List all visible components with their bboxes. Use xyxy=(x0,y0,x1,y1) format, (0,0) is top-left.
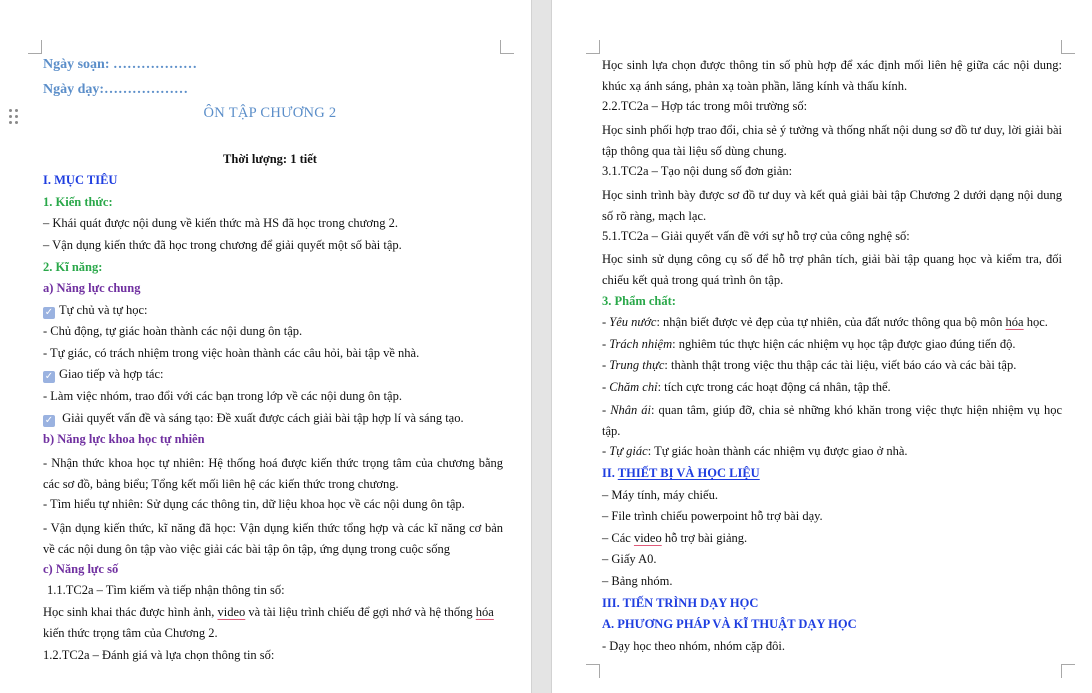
text-line: – Máy tính, máy chiếu. xyxy=(602,488,718,502)
text-line: – Vận dụng kiến thức đã học trong chương để giải quyết một số bài tập. xyxy=(43,238,402,252)
paragraph: Học sinh trình bày được sơ đồ tư duy và kết quả giải bài tập Chương 2 dưới dạng nội dung số rõ ràng, mạch lạc. xyxy=(602,188,1062,223)
checklist-item: ✓ Giải quyết vấn đề và sáng tạo: Đề xuất được cách giải bài tập hợp lí và sáng tạo. xyxy=(44,411,464,426)
text-line: - Làm việc nhóm, trao đổi với các bạn trong lớp về các nội dung ôn tập. xyxy=(43,389,402,403)
text-line: Học sinh khai thác được hình ảnh, video và tài liệu trình chiếu để gợi nhớ và hệ thống hóa xyxy=(43,605,494,619)
checkbox-checked-icon: ✓ xyxy=(44,307,54,318)
date-prepared: Ngày soạn: ……………… xyxy=(43,57,198,72)
text-line: kiến thức trọng tâm của Chương 2. xyxy=(43,626,218,640)
margin-mark-bottom-right xyxy=(1061,664,1075,678)
text-line: - Yêu nước: nhận biết được vẻ đẹp của tự nhiên, của đất nước thông qua bộ môn hóa học. xyxy=(602,315,1048,329)
text-line: 1.2.TC2a – Đánh giá và lựa chọn thông tin số: xyxy=(43,648,275,662)
paragraph: - Nhân ái: quan tâm, giúp đỡ, chia sẻ những khó khăn trong việc thực hiện nhiệm vụ học tập. xyxy=(602,403,1062,438)
text-line: - Tìm hiểu tự nhiên: Sử dụng các thông tin, dữ liệu khoa học về các nội dung ôn tập. xyxy=(43,497,465,511)
checklist-item: ✓ Giao tiếp và hợp tác: xyxy=(44,367,164,382)
page-gap xyxy=(531,0,552,693)
lesson-title: ÔN TẬP CHƯƠNG 2 xyxy=(203,105,337,121)
heading-kien-thuc: 1. Kiến thức: xyxy=(43,195,113,209)
paragraph: Học sinh lựa chọn được thông tin số phù hợp để xác định mối liên hệ giữa các nội dung: khúc xạ ánh sáng, phản xạ toàn phần, lăng kính và thấu kính. xyxy=(602,58,1062,93)
text-line: - Chăm chỉ: tích cực trong các hoạt động cá nhân, tập thể. xyxy=(602,380,891,394)
text-line: – Khái quát được nội dung về kiến thức mà HS đã học trong chương 2. xyxy=(43,216,399,230)
heading-muc-tieu: I. MỤC TIÊU xyxy=(43,173,118,187)
checkbox-checked-icon: ✓ xyxy=(44,415,54,426)
heading-tien-trinh: III. TIẾN TRÌNH DẠY HỌC xyxy=(602,596,759,610)
text-line: - Chủ động, tự giác hoàn thành các nội dung ôn tập. xyxy=(43,324,303,338)
heading-nang-luc-khtn: b) Năng lực khoa học tự nhiên xyxy=(43,432,205,446)
margin-mark-top-right xyxy=(500,40,514,54)
text-line: – Giấy A0. xyxy=(602,552,657,566)
text-line: - Tự giác, có trách nhiệm trong việc hoàn thành các câu hỏi, bài tập về nhà. xyxy=(43,346,420,360)
text-line: 2.2.TC2a – Hợp tác trong môi trường số: xyxy=(602,99,808,113)
margin-mark-top-left xyxy=(586,40,600,54)
text-line: 3.1.TC2a – Tạo nội dung số đơn giản: xyxy=(602,164,793,178)
text-line: 1.1.TC2a – Tìm kiếm và tiếp nhận thông tin số: xyxy=(47,583,285,597)
text-line: - Tự giác: Tự giác hoàn thành các nhiệm vụ được giao ở nhà. xyxy=(602,444,908,458)
duration: Thời lượng: 1 tiết xyxy=(223,152,317,166)
text-line: - Trách nhiệm: nghiêm túc thực hiện các nhiệm vụ học tập được giao đúng tiến độ. xyxy=(602,337,1016,351)
margin-mark-bottom-left xyxy=(586,664,600,678)
text-line: – Các video hỗ trợ bài giảng. xyxy=(602,531,748,545)
heading-phuong-phap: A. PHƯƠNG PHÁP VÀ KĨ THUẬT DẠY HỌC xyxy=(602,617,857,631)
heading-pham-chat: 3. Phẩm chất: xyxy=(602,294,676,308)
heading-ki-nang: 2. Kĩ năng: xyxy=(43,260,103,274)
checkbox-checked-icon: ✓ xyxy=(44,371,54,382)
text-line: – Bảng nhóm. xyxy=(602,574,673,588)
margin-mark-top-right xyxy=(1061,40,1075,54)
document-page-right[interactable] xyxy=(552,0,1092,693)
paragraph: - Nhận thức khoa học tự nhiên: Hệ thống hoá được kiến thức trọng tâm của chương bằng các sơ đồ, bảng biểu; Tổng kết mối liên hệ các kiến thức trong chương. xyxy=(43,456,503,491)
text-line: - Trung thực: thành thật trong việc thu thập các tài liệu, viết báo cáo và các bài tập. xyxy=(602,358,1017,372)
heading-thiet-bi: II. THIẾT BỊ VÀ HỌC LIỆU xyxy=(602,466,760,480)
margin-mark-top-left xyxy=(28,40,42,54)
text-line: 5.1.TC2a – Giải quyết vấn đề với sự hỗ trợ của công nghệ số: xyxy=(602,229,910,243)
heading-nang-luc-so: c) Năng lực số xyxy=(43,562,119,576)
paragraph: Học sinh sử dụng công cụ số để hỗ trợ phân tích, giải bài tập quang học và kiểm tra, đối chiếu kết quả trong quá trình ôn tập. xyxy=(602,252,1062,287)
checklist-item: ✓ Tự chủ và tự học: xyxy=(44,303,148,318)
paragraph: Học sinh phối hợp trao đổi, chia sẻ ý tưởng và thống nhất nội dung sơ đồ tư duy, lời giải bài tập thông qua tài liệu số dùng chung. xyxy=(602,123,1062,158)
heading-nang-luc-chung: a) Năng lực chung xyxy=(43,281,141,295)
date-taught: Ngày dạy:……………… xyxy=(43,82,189,97)
text-line: - Dạy học theo nhóm, nhóm cặp đôi. xyxy=(602,639,785,653)
text-line: – File trình chiếu powerpoint hỗ trợ bài dạy. xyxy=(602,509,823,523)
paragraph: - Vận dụng kiến thức, kĩ năng đã học: Vận dụng kiến thức tổng hợp và các kĩ năng cơ bản về các nội dung ôn tập vào việc giải các bài tập ôn tập, ứng dụng trong cuộc sống xyxy=(43,521,503,556)
document-page-left[interactable] xyxy=(0,0,531,693)
